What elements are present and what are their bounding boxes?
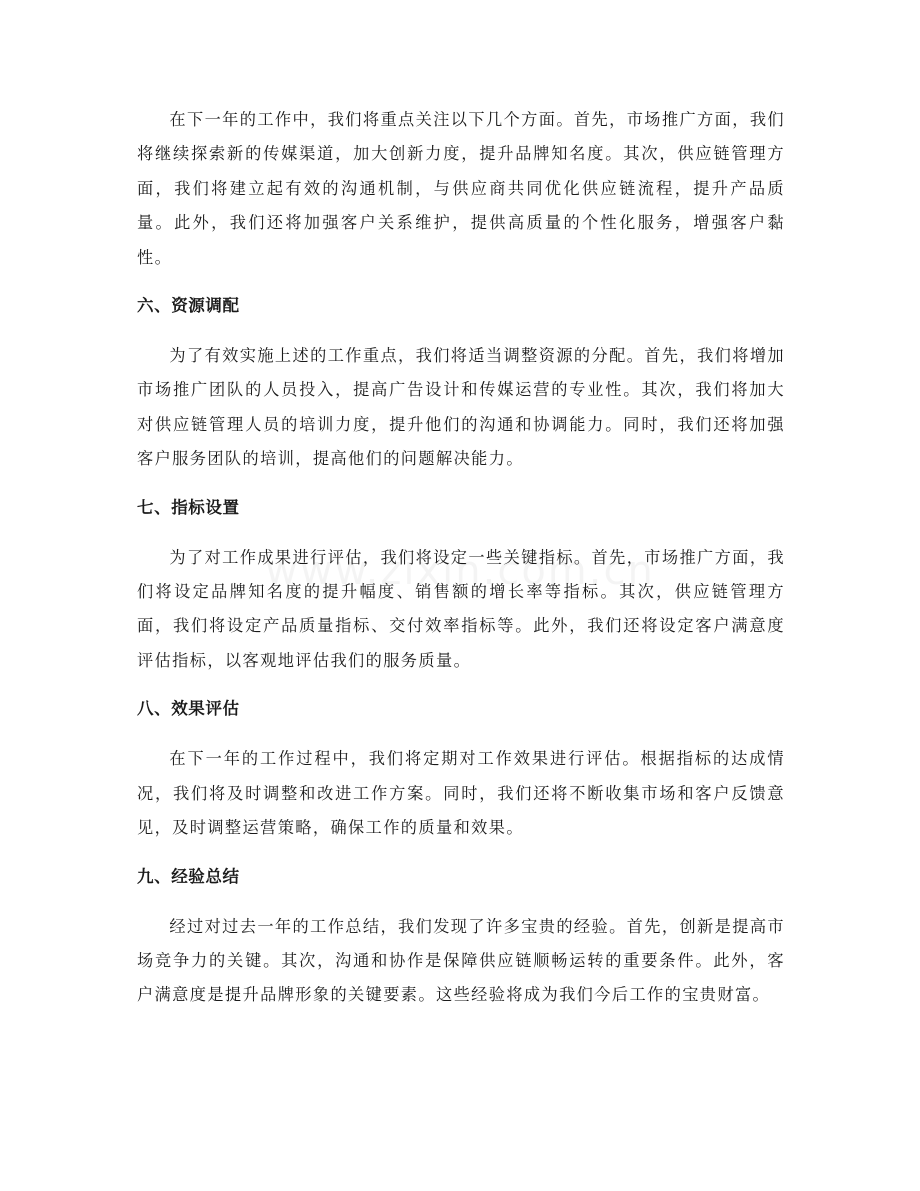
paragraph-intro: 在下一年的工作中，我们将重点关注以下几个方面。首先，市场推广方面，我们将继续探索新的传媒渠道，加大创新力度，提升品牌知名度。其次，供应链管理方面，我们将建立起有效的沟通机制，与供应商共同优化供应链流程，提升产品质量。此外，我们还将加强客户关系维护，提供高质量的个性化服务，增强客户黏性。 [137, 110, 785, 267]
paragraph-resource-allocation: 为了有效实施上述的工作重点，我们将适当调整资源的分配。首先，我们将增加市场推广团队的人员投入，提高广告设计和传媒运营的专业性。其次，我们将加大对供应链管理人员的培训力度，提升他们的沟通和协调能力。同时，我们还将加强客户服务团队的培训，提高他们的问题解决能力。 [137, 346, 785, 469]
document-body [137, 103, 785, 1013]
paragraph-effect-evaluation: 在下一年的工作过程中，我们将定期对工作效果进行评估。根据指标的达成情况，我们将及时调整和改进工作方案。同时，我们还将不断收集市场和客户反馈意见，及时调整运营策略，确保工作的质量和效果。 [137, 749, 785, 838]
paragraph-experience-summary: 经过对过去一年的工作总结，我们发现了许多宝贵的经验。首先，创新是提高市场竞争力的关键。其次，沟通和协作是保障供应链顺畅运转的重要条件。此外，客户满意度是提升品牌形象的关键要素。这些经验将成为我们今后工作的宝贵财富。 [137, 916, 785, 1005]
section-heading-experience-summary: 九、经验总结 [137, 866, 240, 886]
section-heading-effect-evaluation: 八、效果评估 [137, 699, 240, 719]
section-heading-resource-allocation: 六、资源调配 [137, 296, 240, 316]
paragraph-indicator-setting: 为了对工作成果进行评估，我们将设定一些关键指标。首先，市场推广方面，我们将设定品牌知名度的提升幅度、销售额的增长率等指标。其次，供应链管理方面，我们将设定产品质量指标、交付效率指标等。此外，我们还将设定客户满意度评估指标，以客观地评估我们的服务质量。 [137, 547, 785, 670]
section-heading-indicator-setting: 七、指标设置 [137, 497, 240, 517]
